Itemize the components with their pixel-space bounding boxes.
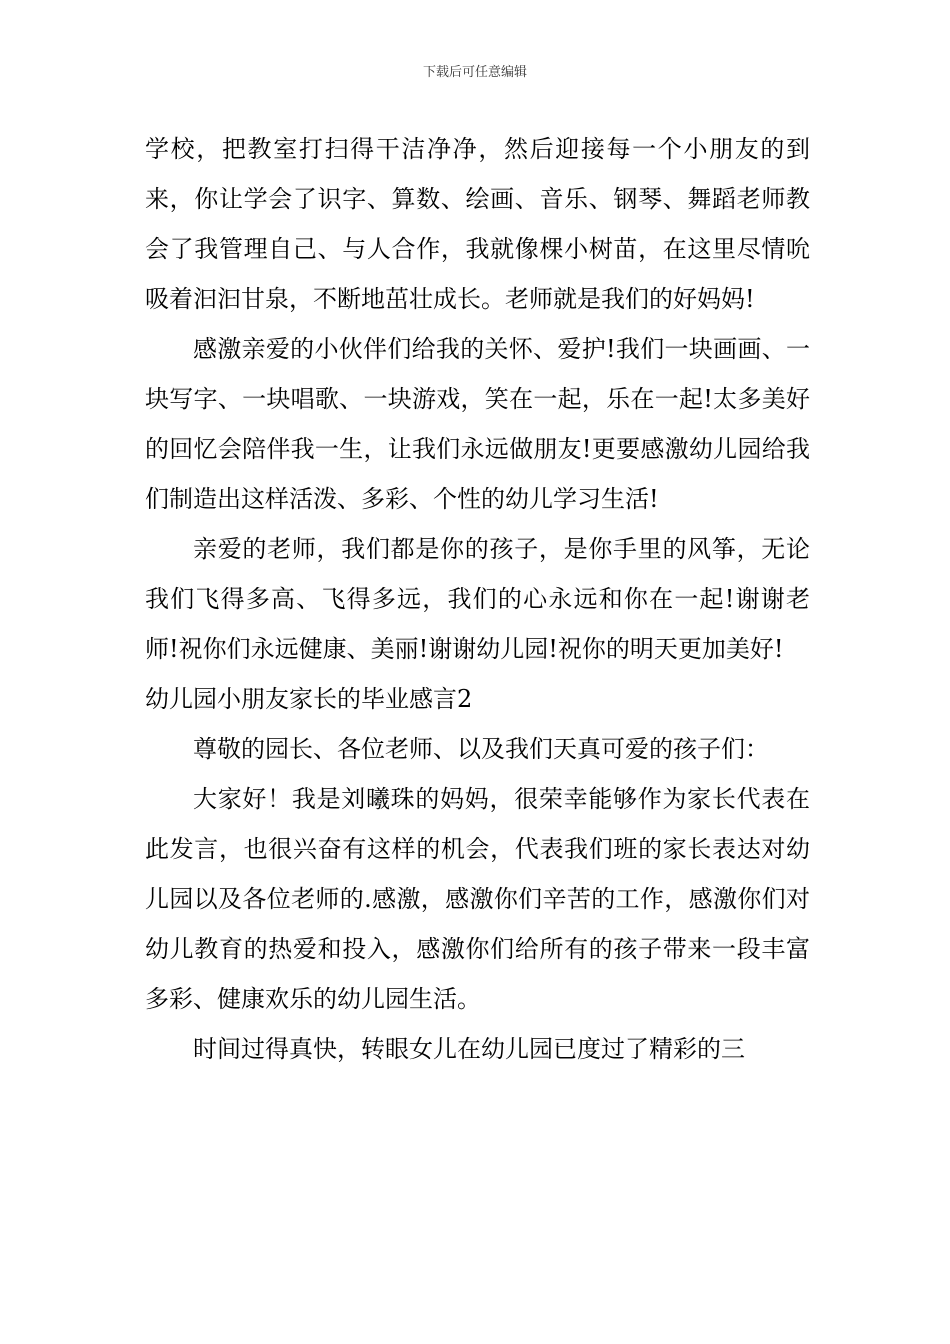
paragraph-3: 亲爱的老师，我们都是你的孩子，是你手里的风筝，无论我们飞得多高、飞得多远，我们的心永远和你在一起!谢谢老师!祝你们永远健康、美丽!谢谢幼儿园!祝你的明天更加美好! (145, 535, 810, 663)
paragraph-1: 学校，把教室打扫得干洁净净，然后迎接每一个小朋友的到来，你让学会了识字、算数、绘画、音乐、钢琴、舞蹈老师教会了我管理自己、与人合作，我就像棵小树苗，在这里尽情吮吸着汩汩甘泉，不断地茁壮成长。老师就是我们的好妈妈! (145, 135, 810, 313)
section-heading: 幼儿园小朋友家长的毕业感言2 (145, 685, 473, 713)
page-header-note: 下载后可任意编辑 (422, 65, 527, 80)
paragraph-2: 感激亲爱的小伙伴们给我的关怀、爱护!我们一块画画、一块写字、一块唱歌、一块游戏，笑在一起，乐在一起!太多美好的回忆会陪伴我一生，让我们永远做朋友!更要感激幼儿园给我们制造出这样活泼、多彩、个性的幼儿学习生活! (145, 335, 810, 513)
paragraph-5: 尊敬的园长、各位老师、以及我们天真可爱的孩子们： (193, 735, 769, 763)
paragraph-7: 时间过得真快，转眼女儿在幼儿园已度过了精彩的三 (193, 1035, 745, 1063)
document-body (145, 124, 810, 1074)
paragraph-6: 大家好！我是刘曦珠的妈妈，很荣幸能够作为家长代表在此发言，也很兴奋有这样的机会，代表我们班的家长表达对幼儿园以及各位老师的.感激，感激你们辛苦的工作，感激你们对幼儿教育的热爱和投入，感激你们给所有的孩子带来一段丰富多彩、健康欢乐的幼儿园生活。 (145, 785, 810, 1013)
